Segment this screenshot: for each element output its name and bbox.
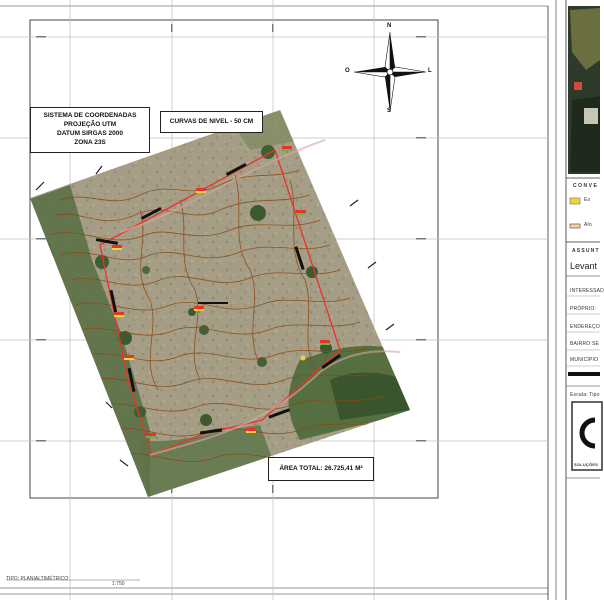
compass-east-label: L [428, 68, 432, 74]
aerial-image [28, 110, 412, 500]
title-block-heading: ASSUNT [572, 248, 600, 254]
side-panel [566, 6, 602, 478]
field-proprio: PRÓPRIO: [570, 306, 597, 312]
contour-interval-label: CURVAS DE NIVEL - 50 CM [160, 111, 263, 133]
compass-west-label: O [345, 68, 350, 74]
coordinate-system-box [30, 107, 150, 153]
field-escala: Escala: Tipo [570, 392, 600, 398]
compass-south-label: S [387, 108, 392, 114]
coordinate-system-line: DATUM SIRGAS 2000 [57, 130, 123, 137]
total-area-label: ÁREA TOTAL: 26.725,41 M² [268, 457, 374, 481]
field-municipio: MUNICÍPIO [570, 357, 599, 363]
legend-item-label: Alo [584, 222, 592, 228]
north-arrow [354, 32, 426, 112]
field-bairro: BAIRRO SE [570, 341, 600, 347]
conventions-title: CONVE [573, 183, 599, 189]
field-interessado: INTERESSAD [570, 288, 604, 294]
scale-label: 1:750 [112, 581, 125, 587]
compass-north-label: N [387, 23, 392, 29]
title-block-value: Levant [570, 261, 598, 271]
coordinate-system-line: PROJEÇÃO UTM [63, 121, 117, 128]
logo-caption: SOLUÇÕES [574, 462, 599, 467]
drawing-type-label: TIPO: PLANIALTIMÉTRICO [6, 576, 69, 582]
legend-item-label: Es [584, 197, 591, 203]
coordinate-system-line: ZONA 23S [74, 139, 106, 146]
coordinate-system-line: SISTEMA DE COORDENADAS [43, 112, 137, 119]
field-endereco: ENDEREÇO [570, 324, 600, 330]
